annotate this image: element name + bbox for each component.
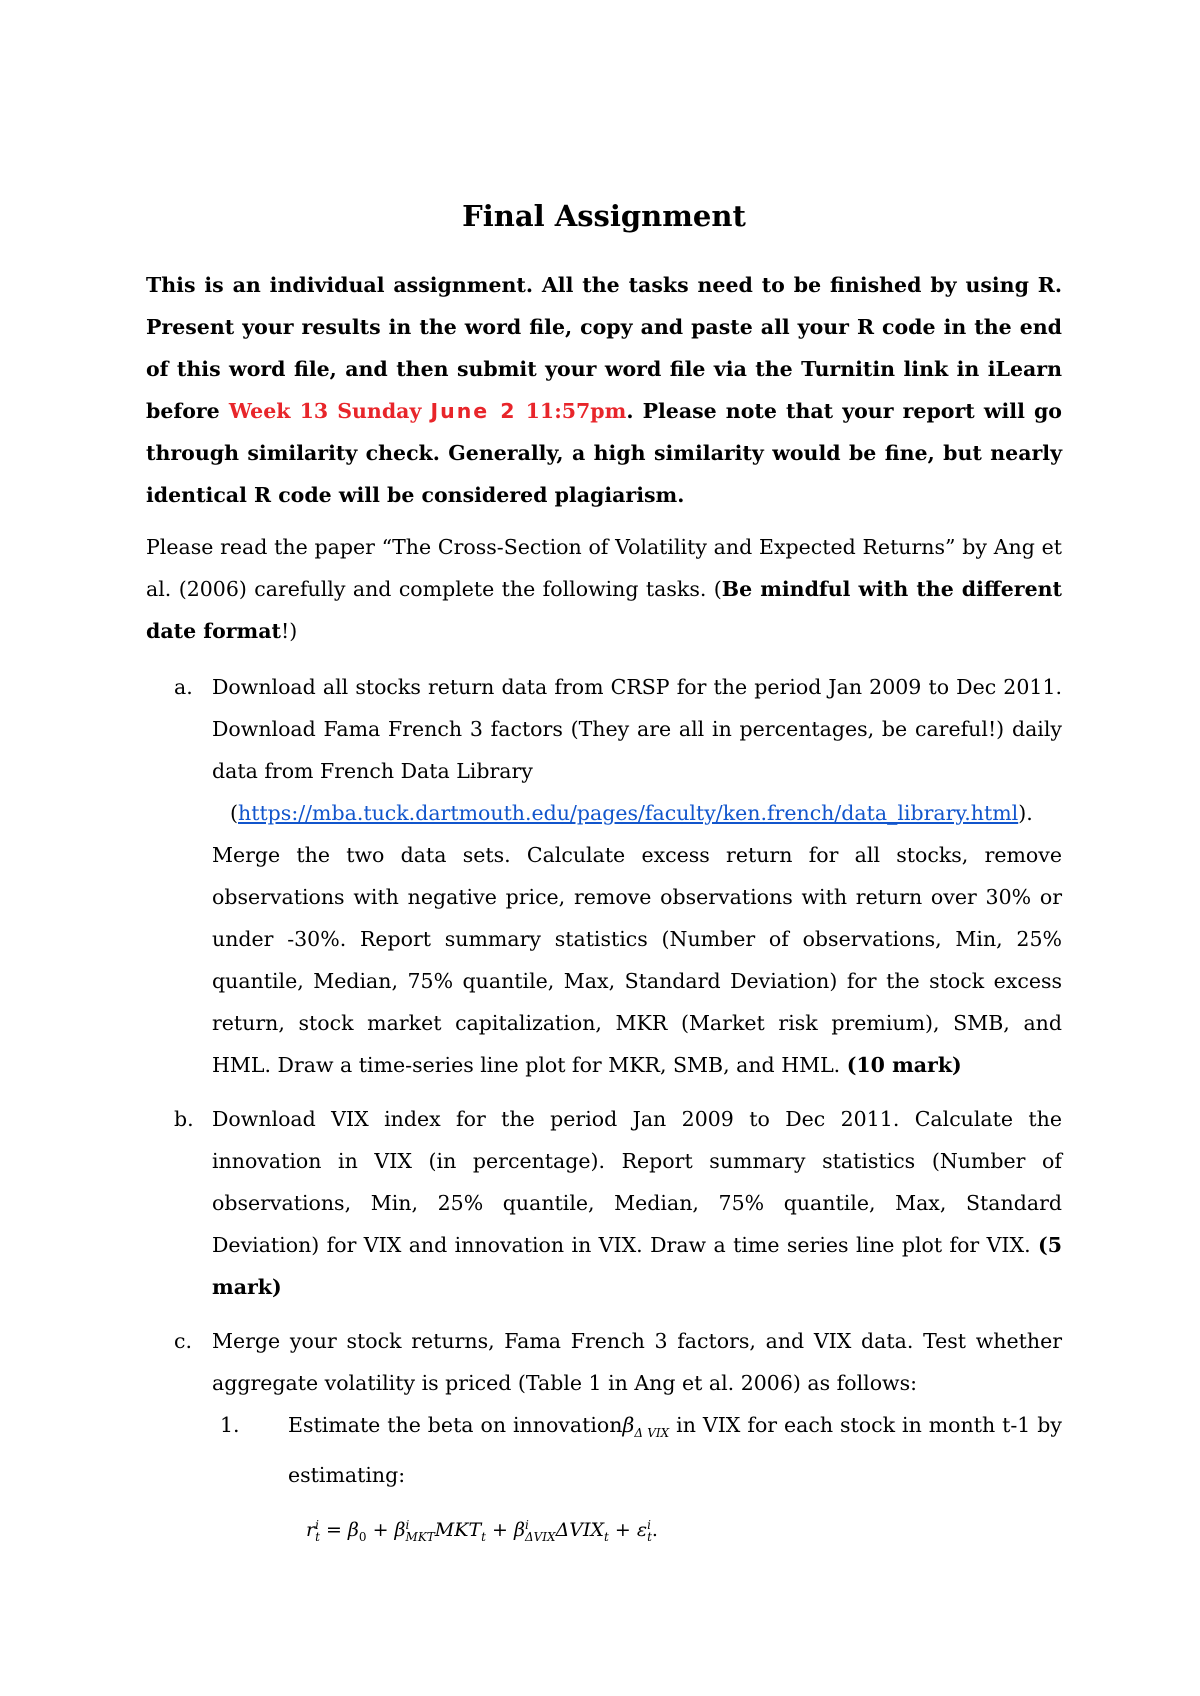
eq-beta-vix-indices bbox=[525, 1519, 556, 1543]
eq-mkt-sub: t bbox=[481, 1529, 486, 1544]
eq-lhs-sub: t bbox=[315, 1529, 320, 1544]
eq-plus-3: + bbox=[608, 1518, 637, 1541]
task-b-mark: (5 mark) bbox=[212, 1232, 1062, 1299]
task-marker: a. bbox=[174, 674, 193, 699]
eq-beta-vix: β bbox=[513, 1518, 525, 1541]
task-a-text-2: Merge the two data sets. Calculate excess return for all stocks, remove observations with negative price, remove observations with return over 30% or under -30%. Report summary statistics (Number of observations, Min, 25% quantile, Median, 75% quantile, Max, Standard Deviation) for the stock excess return, stock market capitalization, MKR (Market risk premium), SMB, and HML. Draw a time-series line plot for MKR, SMB, and HML. bbox=[212, 842, 1062, 1077]
instruction-bold: Be mindful with the different date format bbox=[146, 576, 1062, 643]
eq-lhs-sup: i bbox=[315, 1517, 319, 1532]
link-close: ). bbox=[1018, 800, 1033, 825]
eq-beta0-sub: 0 bbox=[358, 1529, 367, 1544]
eq-epsilon-sub: t bbox=[647, 1529, 652, 1544]
eq-epsilon-indices bbox=[647, 1519, 652, 1543]
instruction-text: Please read the paper “The Cross-Section of Volatility and Expected Returns” by Ang et al. (2006) carefully and complete the following tasks. ( bbox=[146, 534, 1062, 601]
eq-plus-2: + bbox=[485, 1518, 514, 1541]
eq-beta-mkt-indices bbox=[406, 1519, 435, 1543]
instruction-end: !) bbox=[281, 618, 298, 643]
eq-beta0: β bbox=[347, 1518, 359, 1541]
intro-text-1: This is an individual assignment. All the tasks need to be finished by using R. Present your results in the word file, copy and paste all your R code in the end of this word file, and then submit your word file via the Turnitin link in iLearn before bbox=[146, 272, 1062, 423]
task-a bbox=[146, 666, 1062, 1086]
beta-delta-vix-symbol bbox=[622, 1412, 670, 1440]
deadline-time: 11:57pm bbox=[525, 398, 627, 423]
task-c bbox=[146, 1320, 1062, 1496]
task-a-text-1: Download all stocks return data from CRSP for the period Jan 2009 to Dec 2011. Download Fama French 3 factors (They are all in percentages, be careful!) daily data from French Data Library bbox=[212, 674, 1062, 783]
task-marker: c. bbox=[174, 1328, 192, 1353]
eq-equals: = bbox=[319, 1518, 348, 1541]
task-a-mark: (10 mark) bbox=[846, 1052, 962, 1077]
eq-dvix: ΔVIX bbox=[555, 1518, 605, 1541]
document-body bbox=[146, 198, 1062, 1557]
eq-beta-mkt-sub: MKT bbox=[405, 1529, 435, 1544]
eq-epsilon: ε bbox=[636, 1518, 648, 1541]
eq-beta-vix-sup: i bbox=[524, 1517, 529, 1532]
task-b-text: Download VIX index for the period Jan 2009 to Dec 2011. Calculate the innovation in VIX (in percentage). Report summary statistics (Number of observations, Min, 25% quantile, Median, 75% quantile, Max, Standard Deviation) for VIX and innovation in VIX. Draw a time series line plot for VIX. bbox=[212, 1106, 1062, 1257]
eq-dvix-sub: t bbox=[604, 1529, 609, 1544]
regression-equation bbox=[306, 1510, 1062, 1557]
task-c-text: Merge your stock returns, Fama French 3 factors, and VIX data. Test whether aggregate volatility is priced (Table 1 in Ang et al. 2006) as follows: bbox=[212, 1328, 1062, 1395]
intro-paragraph bbox=[146, 264, 1062, 516]
page-title: Final Assignment bbox=[462, 199, 746, 233]
deadline-week: Week 13 Sunday bbox=[228, 398, 422, 423]
beta-subscript: Δ VIX bbox=[634, 1425, 670, 1440]
intro-text-2: . Please note that your report will go through similarity check. Generally, a high similarity would be fine, but nearly identical R code will be considered plagiarism. bbox=[146, 398, 1062, 507]
link-open: ( bbox=[230, 800, 238, 825]
eq-plus-1: + bbox=[366, 1518, 395, 1541]
beta-symbol: β bbox=[622, 1412, 635, 1437]
subtask-1-text-before: Estimate the beta on innovation bbox=[288, 1412, 623, 1437]
subtask-marker: 1. bbox=[220, 1412, 240, 1437]
task-b bbox=[146, 1098, 1062, 1308]
subtask-1-text-after: in VIX for each stock in month t-1 by estimating: bbox=[288, 1412, 1063, 1487]
eq-beta-mkt-sup: i bbox=[405, 1517, 410, 1532]
eq-lhs: r bbox=[306, 1518, 316, 1541]
task-list bbox=[146, 666, 1062, 1496]
eq-beta-mkt: β bbox=[394, 1518, 406, 1541]
eq-mkt: MKT bbox=[434, 1518, 482, 1541]
subtask-list bbox=[212, 1404, 1062, 1496]
french-data-library-link[interactable]: https://mba.tuck.dartmouth.edu/pages/faculty/ken.french/data_library.html bbox=[238, 800, 1019, 825]
instruction-paragraph bbox=[146, 526, 1062, 652]
eq-end: . bbox=[651, 1518, 658, 1541]
eq-lhs-indices bbox=[315, 1519, 320, 1543]
eq-beta-vix-sub: ΔVIX bbox=[524, 1529, 556, 1544]
eq-epsilon-sup: i bbox=[647, 1517, 651, 1532]
task-marker: b. bbox=[174, 1106, 194, 1131]
deadline-month: June 2 bbox=[430, 398, 517, 423]
